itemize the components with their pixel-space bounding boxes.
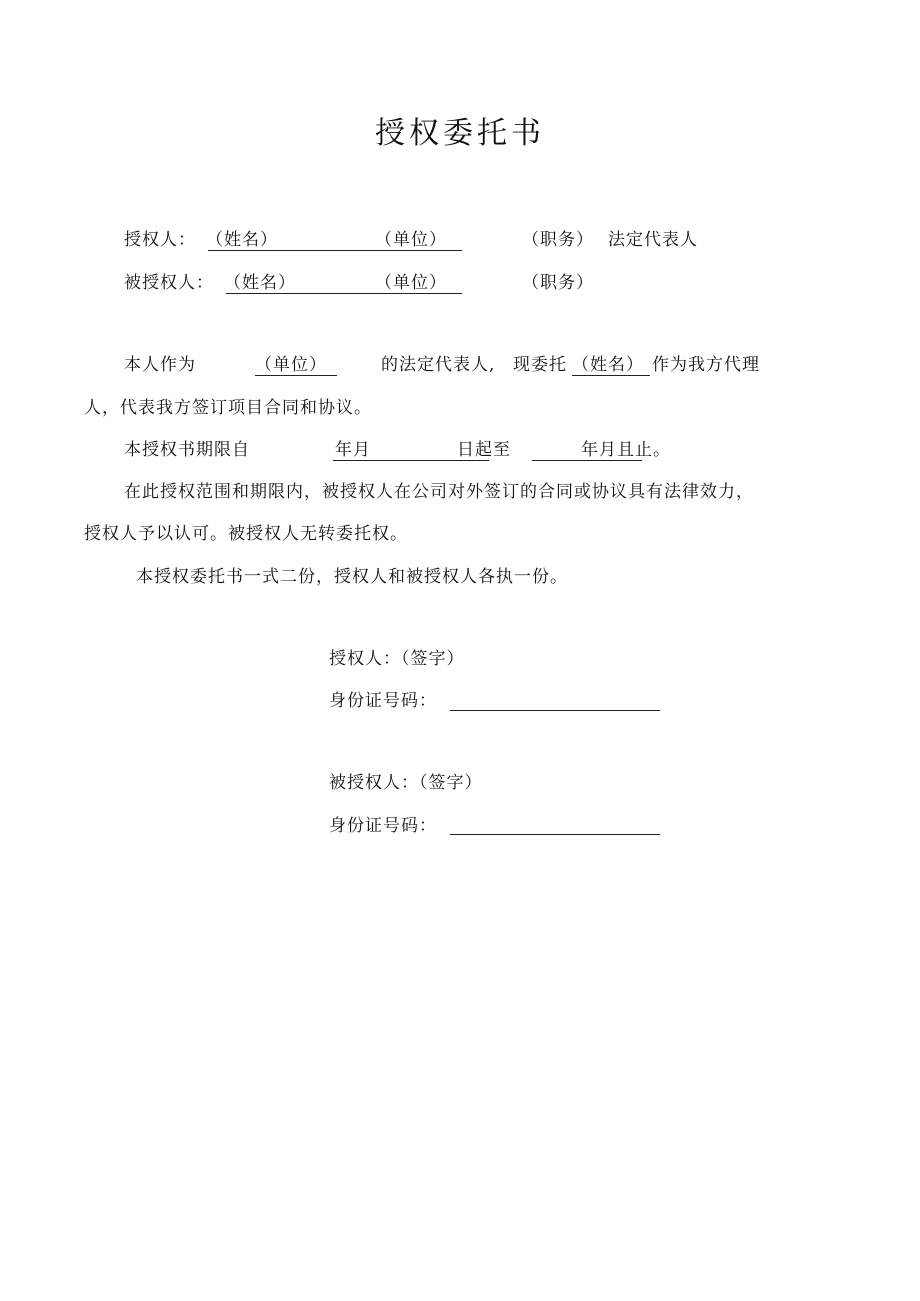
p1-unit-underline bbox=[255, 375, 337, 376]
document-title: 授权委托书 bbox=[375, 116, 545, 151]
grantor-position-value: 法定代表人 bbox=[608, 230, 698, 250]
p4-copies: 本授权委托书一式二份，授权人和被授权人各执一份。 bbox=[136, 567, 568, 587]
grantee-signature-label: 被授权人：（签字） bbox=[329, 773, 483, 793]
p3-line2: 授权人予以认可。被授权人无转委托权。 bbox=[84, 524, 408, 544]
p2-start-date: 年月 bbox=[335, 440, 371, 460]
grantor-id-underline bbox=[450, 710, 660, 711]
p1-intro: 本人作为 bbox=[124, 355, 196, 375]
p1-entrust: 现委托 bbox=[513, 355, 567, 375]
grantee-position-field: （职务） bbox=[522, 273, 594, 293]
p2-period-label: 本授权书期限自 bbox=[124, 440, 250, 460]
grantor-id-label: 身份证号码： bbox=[329, 691, 437, 711]
p2-from: 日起至 bbox=[457, 440, 511, 460]
grantor-name-field: （姓名） bbox=[206, 230, 278, 250]
p3-line1: 在此授权范围和期限内，被授权人在公司对外签订的合同或协议具有法律效力， bbox=[124, 482, 754, 502]
p1-name-field: （姓名） bbox=[572, 355, 644, 375]
p1-name-underline bbox=[572, 375, 650, 376]
grantee-unit-field: （单位） bbox=[375, 273, 447, 293]
p1-continuation: 人，代表我方签订项目合同和协议。 bbox=[84, 398, 372, 418]
grantor-signature-label: 授权人：（签字） bbox=[329, 649, 465, 669]
p2-end-date: 年月且止。 bbox=[581, 440, 671, 460]
grantor-position-field: （职务） bbox=[522, 230, 594, 250]
grantor-label: 授权人： bbox=[124, 230, 196, 250]
grantee-name-field: （姓名） bbox=[224, 273, 296, 293]
grantee-id-label: 身份证号码： bbox=[329, 816, 437, 836]
grantee-id-underline bbox=[450, 834, 660, 835]
p1-legal-rep: 的法定代表人, bbox=[381, 355, 496, 375]
p1-as-agent: 作为我方代理 bbox=[652, 355, 760, 375]
grantee-label: 被授权人： bbox=[124, 273, 214, 293]
p1-unit-field: （单位） bbox=[255, 355, 327, 375]
grantor-unit-field: （单位） bbox=[375, 230, 447, 250]
